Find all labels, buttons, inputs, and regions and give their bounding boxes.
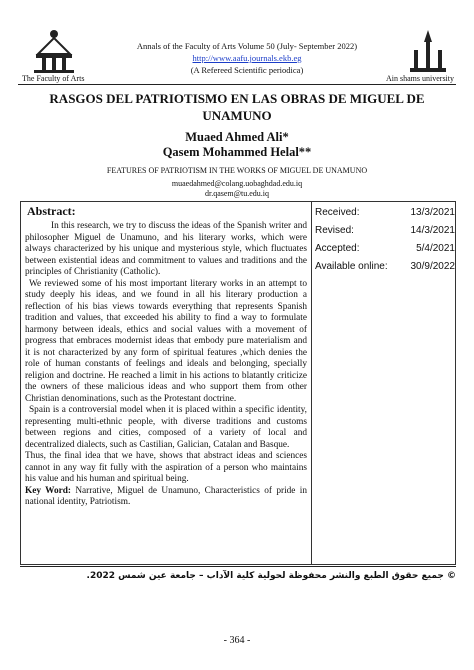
authors [0, 130, 474, 160]
paper-title: RASGOS DEL PATRIOTISMO EN LAS OBRAS DE MIGUEL DE UNAMUNO [49, 91, 425, 123]
faculty-of-arts-logo [26, 28, 82, 74]
author-2: Qasem Mohammed Helal** [162, 145, 312, 159]
journal-name: Annals of the Faculty of Arts Volume 50 (July- September 2022) [136, 41, 358, 51]
date-label: Revised: [315, 225, 354, 236]
abstract-paragraph-4: Thus, the final idea that we have, shows that abstract ideas and sciences cannot in any way fit fully with the aspiration of a person who maintains his value and his human and spiritual being. [25, 451, 307, 484]
header-divider [18, 84, 456, 85]
copyright-notice: © جميع حقوق الطبع والنشر محفوظة لحولية كلية الآداب – جامعة عين شمس 2022. [86, 571, 456, 581]
date-value: 30/9/2022 [410, 261, 455, 272]
date-received [315, 204, 455, 222]
email-2: dr.qasem@tu.edu.iq [204, 189, 270, 198]
author-emails [0, 179, 474, 199]
abstract-box [20, 201, 456, 565]
faculty-caption: The Faculty of Arts [22, 74, 85, 83]
journal-info [100, 40, 394, 76]
abstract-paragraph-3: Spain is a controversial model when it is placed within a specific identity, representing multi-ethnic people, with diverse traditions and customs between regions and cities, composed of a variety of local and decentralized dialects, such as Castilian, Galician, Catalan and Basque. [25, 405, 307, 450]
footer-divider [20, 566, 456, 567]
keywords-text: Narrative, Miguel de Unamuno, Characteristics of pride in national identity, Patriotism. [25, 485, 307, 507]
date-revised [315, 222, 455, 240]
author-1: Muaed Ahmed Ali* [185, 130, 289, 144]
refereed-note: (A Refereed Scientific periodica) [190, 65, 304, 75]
date-value: 5/4/2021 [416, 243, 455, 254]
abstract-heading: Abstract: [27, 204, 76, 218]
date-value: 13/3/2021 [410, 207, 455, 218]
journal-header [20, 28, 454, 86]
date-accepted [315, 240, 455, 258]
ain-shams-university-logo [408, 28, 448, 74]
date-value: 14/3/2021 [410, 225, 455, 236]
journal-url-link[interactable]: http://www.aafu.journals.ekb.eg [192, 53, 302, 63]
keywords-label: Key Word: [25, 485, 71, 496]
university-caption: Ain shams university [386, 74, 454, 83]
date-label: Available online: [315, 261, 388, 272]
column-divider [311, 202, 312, 564]
dates-column [315, 204, 455, 276]
date-available-online [315, 258, 455, 276]
date-label: Accepted: [315, 243, 360, 254]
date-label: Received: [315, 207, 360, 218]
abstract-paragraph-1: In this research, we try to discuss the ideas of the Spanish writer and philosopher Miguel de Unamuno, and his literary works, which were always characterized by his unique and mysterious style, which fluctuates between existential ideas and commitment to values and traditions and the principles of Christianity (Catholic). [25, 221, 307, 277]
abstract-paragraph-2: We reviewed some of his most important literary works in an attempt to study deeply his ideas, and we found in all his literary production a reflection of his bias views towards everything that represents Spanish tradition and values, that exceeded his ability to find a way to formulate harmony between ideals, ethics and social values with a movement of progress that embraces modernist ideas that embody pure materialism and it is not characterized by any form of spiritual features ,which denies the role of human constants of feelings and ideals and belonging, specially religion and doctrine. He reached a limit in his actions to blatantly criticize the owners of these malicious ideas and who support them from other Christian denominations, such as the Protestant doctrine. [25, 278, 307, 404]
page-number: - 364 - [223, 635, 251, 646]
keywords [25, 486, 307, 509]
email-1: muaedahmed@colang.uobaghdad.edu.iq [171, 179, 303, 188]
abstract-column [25, 204, 307, 509]
english-title: FEATURES OF PATRIOTISM IN THE WORKS OF MIGUEL DE UNAMUNO [106, 166, 368, 175]
